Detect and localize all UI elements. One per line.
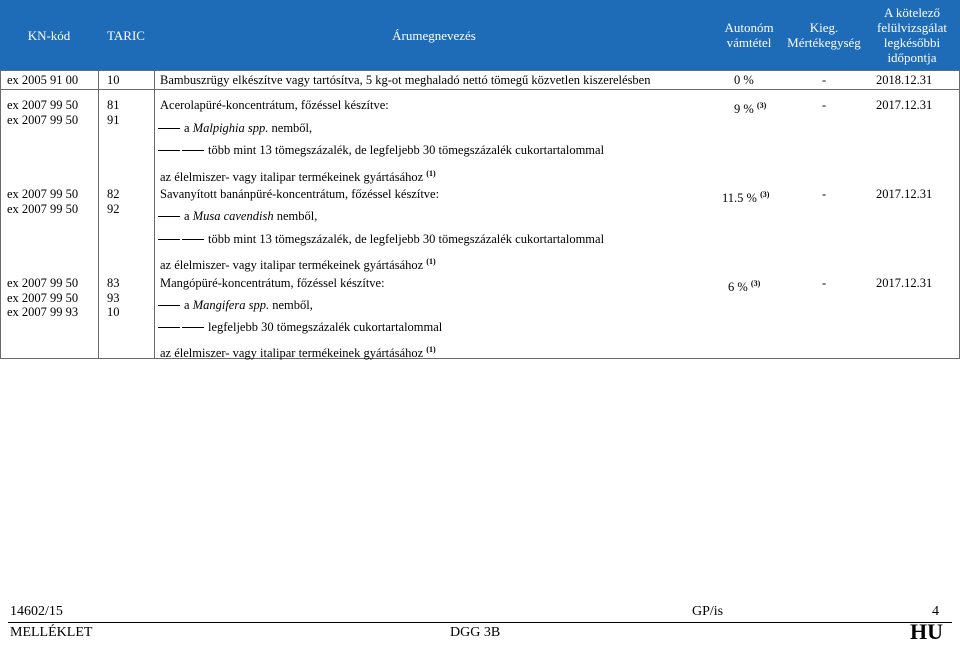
divider xyxy=(154,70,155,359)
kn-code: ex 2007 99 50 xyxy=(7,202,79,216)
dash-marker xyxy=(182,150,204,151)
sub-item-use: az élelmiszer- vagy italipar termékeinek gyártásához $^{(1)}$ xyxy=(160,257,436,272)
sub-item-sugar-content: legfeljebb 30 tömegszázalék cukortartalommal xyxy=(208,320,443,334)
review-date: 2018.12.31 xyxy=(876,73,933,87)
taric-code: 82 xyxy=(107,187,120,201)
supplementary-unit: - xyxy=(822,98,827,112)
language-code: HU xyxy=(910,619,943,644)
taric-code: 93 xyxy=(107,291,120,305)
header-description: Árumegnevezés xyxy=(392,27,476,43)
dash-marker xyxy=(158,239,180,240)
dash-marker xyxy=(158,128,180,129)
review-date: 2017.12.31 xyxy=(876,276,933,290)
taric-code: 83 xyxy=(107,276,120,290)
kn-code: ex 2005 91 00 xyxy=(7,73,79,87)
duty-rate: 11.5 % $^{(3)}$ xyxy=(722,190,770,205)
sub-item-sugar-content: több mint 13 tömegszázalék, de legfeljebb 30 tömegszázalék cukortartalommal xyxy=(208,232,605,246)
review-date: 2017.12.31 xyxy=(876,98,933,112)
divider xyxy=(0,358,960,359)
supplementary-unit: - xyxy=(822,276,827,290)
sub-item-genus: a Mangifera spp. nemből, xyxy=(184,298,313,312)
kn-code: ex 2007 99 50 xyxy=(7,291,79,305)
dash-marker xyxy=(158,150,180,151)
taric-code: 91 xyxy=(107,113,120,127)
initials: GP/is xyxy=(692,604,724,619)
taric-code: 10 xyxy=(107,73,120,87)
dash-marker xyxy=(158,216,180,217)
header-supplementary-unit: Kieg. Mértékegység xyxy=(787,20,861,50)
duty-rate: 9 % $^{(3)}$ xyxy=(734,101,767,116)
divider xyxy=(98,70,99,359)
annex-label: MELLÉKLET xyxy=(10,625,93,640)
header-taric: TARIC xyxy=(107,27,145,43)
sub-item-genus: a Malpighia spp. nemből, xyxy=(184,121,313,135)
kn-code: ex 2007 99 50 xyxy=(7,113,79,127)
description: Bambuszrügy elkészítve vagy tartósítva, 5 kg-ot meghaladó nettó tömegű közvetlen kiszerelésben xyxy=(160,73,651,87)
taric-code: 10 xyxy=(107,305,120,319)
document-number: 14602/15 xyxy=(10,604,63,619)
kn-code: ex 2007 99 50 xyxy=(7,98,79,112)
dgg-label: DGG 3B xyxy=(450,625,501,640)
header-review-date: A kötelező felülvizsgálat legkésőbbi időpontja xyxy=(876,5,948,65)
sub-item-use: az élelmiszer- vagy italipar termékeinek gyártásához $^{(1)}$ xyxy=(160,169,436,184)
description: Acerolapüré-koncentrátum, főzéssel készítve: xyxy=(160,98,389,112)
duty-rate: 6 % $^{(3)}$ xyxy=(728,279,761,294)
supplementary-unit: - xyxy=(822,187,827,201)
header-autonomous-rate: Autonóm vámtétel xyxy=(724,20,774,50)
table-header xyxy=(0,0,960,70)
divider xyxy=(0,70,1,359)
dash-marker xyxy=(158,305,180,306)
footer-rule xyxy=(8,622,952,623)
dash-marker xyxy=(182,327,204,328)
review-date: 2017.12.31 xyxy=(876,187,933,201)
kn-code: ex 2007 99 93 xyxy=(7,305,79,319)
sub-item-sugar-content: több mint 13 tömegszázalék, de legfeljebb 30 tömegszázalék cukortartalommal xyxy=(208,143,605,157)
description: Savanyított banánpüré-koncentrátum, főzéssel készítve: xyxy=(160,187,440,201)
kn-code: ex 2007 99 50 xyxy=(7,187,79,201)
sub-item-use: az élelmiszer- vagy italipar termékeinek gyártásához $^{(1)}$ xyxy=(160,345,436,360)
dash-marker xyxy=(182,239,204,240)
duty-rate: 0 % xyxy=(734,73,754,87)
supplementary-unit: - xyxy=(822,73,827,87)
taric-code: 92 xyxy=(107,202,120,216)
description: Mangópüré-koncentrátum, főzéssel készítve: xyxy=(160,276,385,290)
kn-code: ex 2007 99 50 xyxy=(7,276,79,290)
divider xyxy=(0,70,960,71)
sub-item-genus: a Musa cavendish nemből, xyxy=(184,209,318,223)
taric-code: 81 xyxy=(107,98,120,112)
header-kn-code: KN-kód xyxy=(27,27,71,43)
dash-marker xyxy=(158,327,180,328)
divider xyxy=(0,89,960,90)
page-number: 4 xyxy=(932,604,939,619)
